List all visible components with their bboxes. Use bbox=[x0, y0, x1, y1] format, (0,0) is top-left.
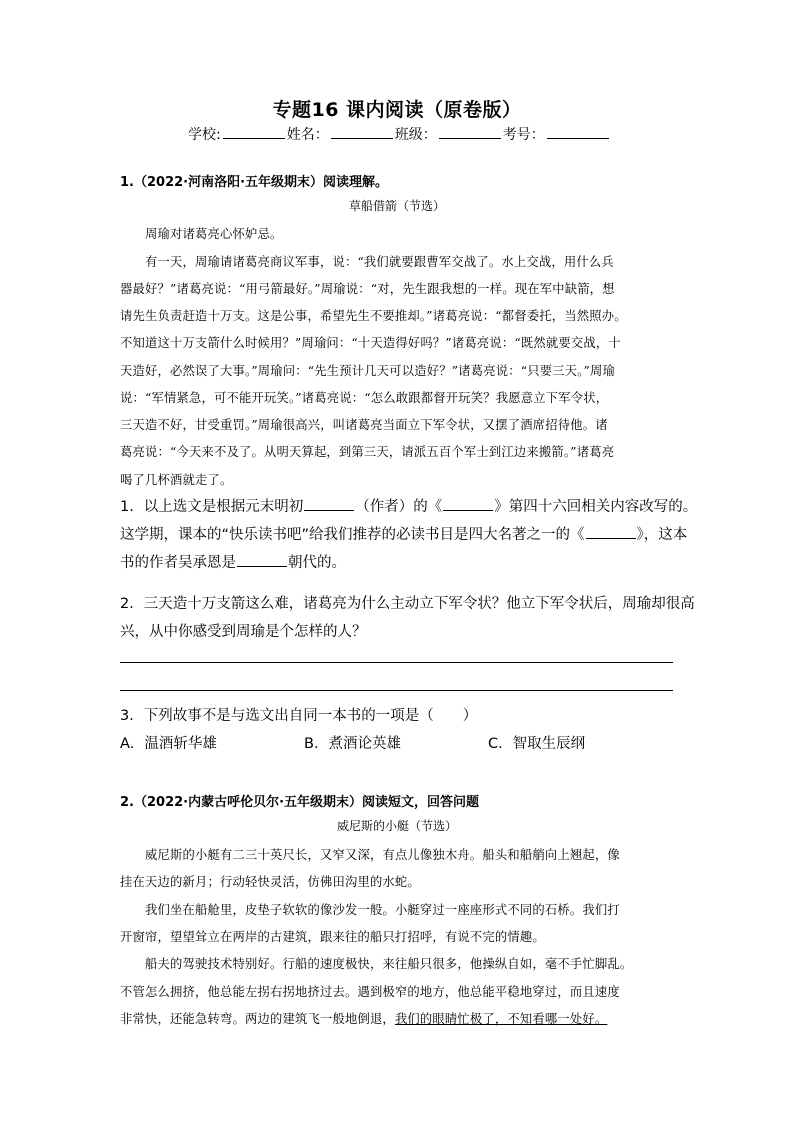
option-c[interactable]: C．智取生辰纲 bbox=[488, 736, 586, 752]
subquestion-text: 这学期，课本的“快乐读书吧”给我们推荐的必读书目是四大名著之一的《 bbox=[120, 527, 585, 543]
name-label: 姓名： bbox=[286, 127, 329, 143]
student-info-row bbox=[188, 124, 611, 144]
exam-no-blank[interactable] bbox=[547, 124, 609, 139]
book-title-blank[interactable] bbox=[443, 497, 493, 511]
passage-1-line: 不知道这十万支箭什么时候用？”周瑜问：“十天造得好吗？”诸葛亮说：“既然就要交战，十 bbox=[120, 336, 621, 350]
exam-no-label: 考号： bbox=[502, 127, 545, 143]
underlined-sentence: 我们的眼睛忙极了，不知看哪一处好。 bbox=[394, 1012, 608, 1026]
passage-1-line: 周瑜对诸葛亮心怀妒忌。 bbox=[145, 227, 283, 241]
passage-2-title: 威尼斯的小艇（节选） bbox=[336, 819, 457, 833]
passage-2-line: 我们坐在船舱里，皮垫子软软的像沙发一般。小艇穿过一座座形式不同的石桥。我们打 bbox=[145, 903, 620, 917]
subquestion-2-line-2: 兴，从中你感受到周瑜是个怎样的人？ bbox=[120, 624, 367, 640]
passage-2-last-line bbox=[120, 1009, 607, 1027]
passage-2-text: 非常快，还能急转弯。两边的建筑飞一般地倒退， bbox=[120, 1012, 395, 1026]
passage-2-line: 挂在天边的新月；行动轻快灵活，仿佛田沟里的水蛇。 bbox=[120, 875, 420, 889]
passage-1-line: 三天造不好，甘受重罚。”周瑜很高兴，叫诸葛亮当面立下军令状，又摆了酒席招待他。诸 bbox=[120, 418, 608, 432]
page-title: 专题16 课内阅读（原卷版） bbox=[272, 99, 522, 121]
passage-2-line: 威尼斯的小艇有二三十英尺长，又窄又深，有点儿像独木舟。船头和船艄向上翘起，像 bbox=[145, 848, 620, 862]
subquestion-1-line-1 bbox=[120, 495, 697, 516]
passage-1-title: 草船借箭（节选） bbox=[348, 199, 445, 213]
subquestion-3-question: 3．下列故事不是与选文出自同一本书的一项是（ ） bbox=[120, 708, 478, 724]
subquestion-1-line-2 bbox=[120, 523, 687, 544]
passage-2-line: 不管怎么拥挤，他总能左拐右拐地挤过去。遇到极窄的地方，他总能平稳地穿过，而且速度 bbox=[120, 985, 620, 999]
passage-1-line: 说：“军情紧急，可不能开玩笑。”诸葛亮说：“怎么敢跟都督开玩笑？我愿意立下军令状， bbox=[120, 391, 609, 405]
passage-1-line: 有一天，周瑜请诸葛亮商议军事，说：“我们就要跟曹军交战了。水上交战，用什么兵 bbox=[145, 255, 614, 269]
school-blank[interactable] bbox=[223, 124, 285, 139]
answer-line[interactable] bbox=[120, 690, 673, 691]
class-blank[interactable] bbox=[439, 124, 501, 139]
classic-novel-blank[interactable] bbox=[586, 525, 636, 539]
question-1-heading: 1.（2022·河南洛阳·五年级期末）阅读理解。 bbox=[120, 175, 389, 190]
option-b[interactable]: B．煮酒论英雄 bbox=[304, 736, 401, 752]
school-label: 学校: bbox=[188, 127, 221, 143]
author-blank[interactable] bbox=[304, 497, 354, 511]
passage-1-line: 请先生负责赶造十万支。这是公事，希望先生不要推却。”诸葛亮说：“都督委托，当然照办。 bbox=[120, 309, 627, 323]
question-2-heading: 2.（2022·内蒙古呼伦贝尔·五年级期末）阅读短文，回答问题 bbox=[120, 795, 480, 810]
passage-1-line: 天造好，必然误了大事。”周瑜问：“先生预计几天可以造好？”诸葛亮说：“只要三天。”周瑜 bbox=[120, 364, 616, 378]
subquestion-2-line-1: 2．三天造十万支箭这么难，诸葛亮为什么主动立下军令状？他立下军令状后，周瑜却很高 bbox=[120, 596, 695, 612]
dynasty-blank[interactable] bbox=[237, 553, 287, 567]
subquestion-text: 》第四十六回相关内容改写的。 bbox=[494, 499, 698, 515]
passage-2-line: 开窗帘，望望耸立在两岸的古建筑，跟来往的船只打招呼，有说不完的情趣。 bbox=[120, 930, 545, 944]
passage-1-line: 葛亮说：“今天来不及了。从明天算起，到第三天，请派五百个军士到江边来搬箭。”诸葛亮 bbox=[120, 445, 615, 459]
subquestion-text: （作者）的《 bbox=[355, 499, 443, 515]
subquestion-text: 书的作者吴承恩是 bbox=[120, 555, 236, 571]
subquestion-text: 朝代的。 bbox=[288, 555, 346, 571]
subquestion-text: 1．以上选文是根据元末明初 bbox=[120, 499, 304, 515]
passage-1-line: 喝了几杯酒就走了。 bbox=[120, 473, 233, 487]
option-a[interactable]: A．温酒斩华雄 bbox=[120, 736, 217, 752]
class-label: 班级： bbox=[394, 127, 437, 143]
subquestion-text: 》，这本 bbox=[636, 527, 688, 543]
answer-line[interactable] bbox=[120, 662, 673, 663]
subquestion-1-line-3 bbox=[120, 551, 346, 572]
name-blank[interactable] bbox=[331, 124, 393, 139]
passage-2-line: 船夫的驾驶技术特别好。行船的速度极快，来往船只很多，他操纵自如，毫不手忙脚乱。 bbox=[145, 957, 633, 971]
passage-1-line: 器最好？”诸葛亮说：“用弓箭最好。”周瑜说：“对，先生跟我想的一样。现在军中缺箭，想 bbox=[120, 282, 615, 296]
